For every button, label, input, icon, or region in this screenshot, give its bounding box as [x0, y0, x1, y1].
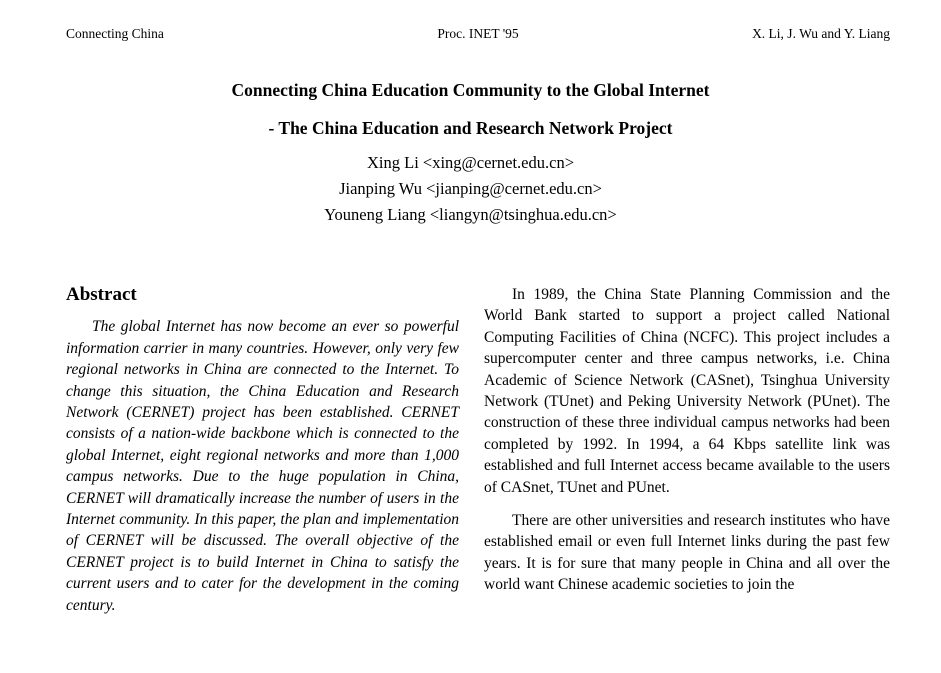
paper-title-line2: - The China Education and Research Network Project [268, 118, 673, 138]
abstract-column [66, 284, 459, 616]
paper-title [0, 79, 941, 139]
paper-title-line1: Connecting China Education Community to the Global Internet [231, 80, 710, 100]
running-header-right: X. Li, J. Wu and Y. Liang [752, 26, 891, 41]
body-paragraph: In 1989, the China State Planning Commission and the World Bank started to support a project called National Computing Facilities of China (NCFC). This project includes a supercomputer center and three campus networks, i.e. China Academic of Science Network (CASnet), Tsinghua University Network (TUnet) and Peking University Network (PUnet). The construction of these three individual campus networks had been completed by 1992. In 1994, a 64 Kbps satellite link was established and full Internet access became available to the users of CASnet, TUnet and PUnet. [484, 286, 890, 496]
running-header-center: Proc. INET '95 [437, 26, 519, 41]
running-header-left: Connecting China [66, 26, 164, 41]
author-line: Xing Li <xing@cernet.edu.cn> [367, 153, 574, 172]
running-header [66, 26, 890, 42]
authors-list [0, 150, 941, 228]
body-column [484, 284, 890, 596]
abstract-heading: Abstract [66, 284, 137, 305]
abstract-text: The global Internet has now become an ever so powerful information carrier in many countries. However, only very few regional networks in China are connected to the Internet. To change this situation, the China Education and Research Network (CERNET) project has been established. CERNET consists of a nation-wide backbone which is connected to the global Internet, eight regional networks and more than 1,000 campus networks. Due to the huge population in China, CERNET will dramatically increase the number of users in the Internet community. In this paper, the plan and implementation of CERNET will be discussed. The overall objective of the CERNET project is to build Internet in China to satisfy the current users and to cater for the development in the coming century. [66, 318, 459, 614]
author-line: Youneng Liang <liangyn@tsinghua.edu.cn> [324, 205, 617, 224]
author-line: Jianping Wu <jianping@cernet.edu.cn> [339, 179, 602, 198]
body-paragraph: There are other universities and research institutes who have established email or even full Internet links during the past few years. It is for sure that many people in China and all over the world want Chinese academic societies to join the [484, 512, 890, 594]
